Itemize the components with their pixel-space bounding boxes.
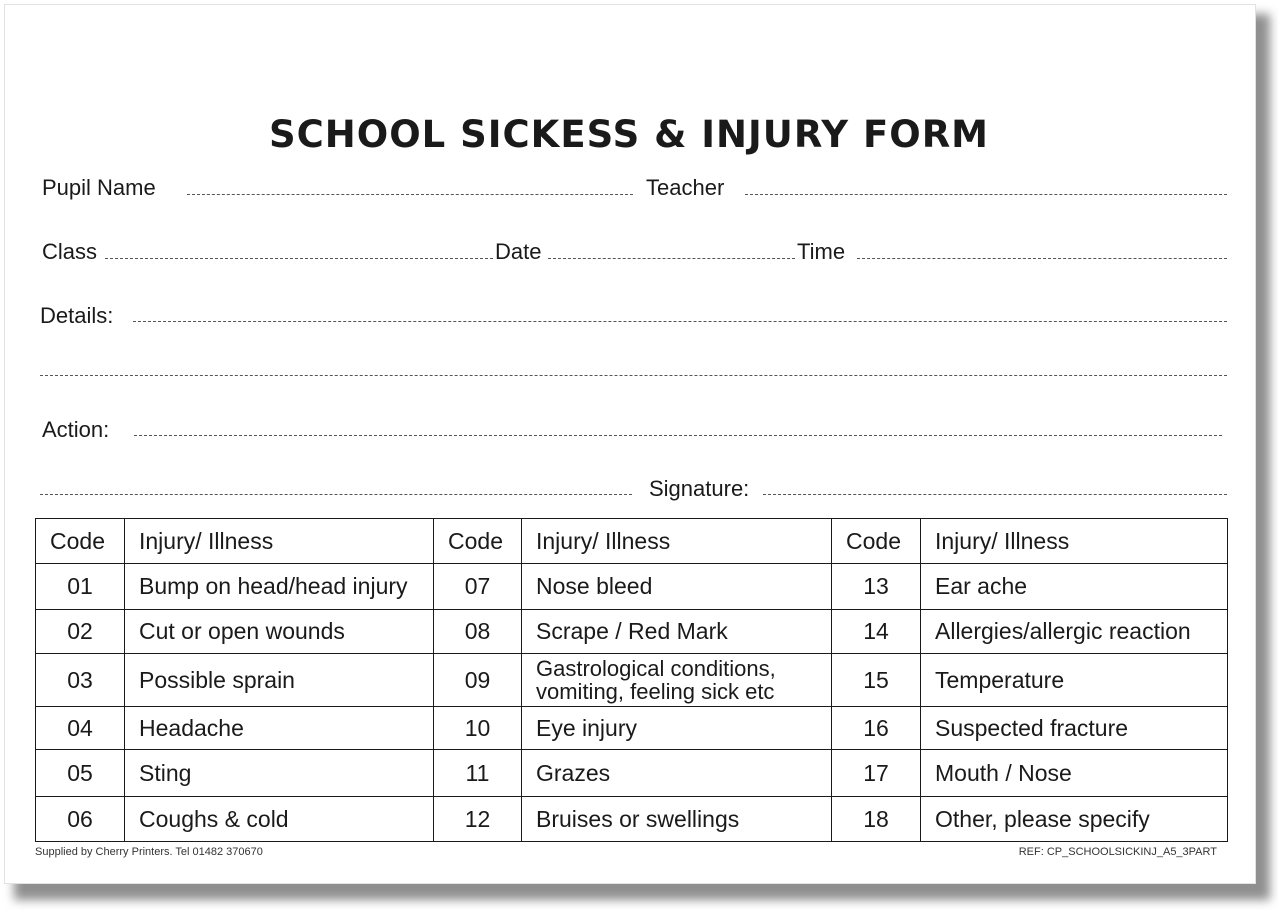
injury-cell: Mouth / Nose: [921, 750, 1228, 797]
code-cell: 03: [36, 654, 125, 707]
code-cell: 05: [36, 750, 125, 797]
code-cell: 12: [434, 797, 522, 842]
code-cell: 06: [36, 797, 125, 842]
signature-label: Signature:: [649, 476, 750, 501]
form-title: SCHOOL SICKESS & INJURY FORM: [268, 113, 990, 156]
injury-header: Injury/ Illness: [921, 519, 1228, 564]
pupil-name-label: Pupil Name: [42, 175, 156, 200]
details-label: Details:: [40, 303, 114, 328]
injury-cell: Gastrological conditions, vomiting, feeling sick etc: [522, 654, 832, 707]
code-header: Code: [832, 519, 921, 564]
injury-cell: Grazes: [522, 750, 832, 797]
time-label: Time: [797, 239, 846, 264]
injury-cell: Allergies/allergic reaction: [921, 610, 1228, 654]
code-cell: 01: [36, 564, 125, 610]
injury-cell: Possible sprain: [125, 654, 434, 707]
action-label: Action:: [42, 417, 110, 442]
injury-header: Injury/ Illness: [522, 519, 832, 564]
table-row: [36, 750, 1228, 797]
code-cell: 02: [36, 610, 125, 654]
injury-cell: Sting: [125, 750, 434, 797]
injury-cell: Suspected fracture: [921, 707, 1228, 750]
date-field[interactable]: [548, 258, 795, 259]
code-cell: 18: [832, 797, 921, 842]
teacher-field[interactable]: [745, 194, 1227, 195]
supplier-note: Supplied by Cherry Printers. Tel 01482 370670: [35, 846, 263, 858]
injury-cell: Eye injury: [522, 707, 832, 750]
injury-cell: Temperature: [921, 654, 1228, 707]
table-row: [36, 654, 1228, 707]
class-label: Class: [42, 239, 98, 264]
date-label: Date: [495, 239, 542, 264]
injury-cell: Ear ache: [921, 564, 1228, 610]
code-cell: 11: [434, 750, 522, 797]
injury-cell: Scrape / Red Mark: [522, 610, 832, 654]
code-cell: 09: [434, 654, 522, 707]
code-cell: 10: [434, 707, 522, 750]
action-field-line-2[interactable]: [40, 494, 632, 495]
class-field[interactable]: [105, 258, 493, 259]
injury-cell: Coughs & cold: [125, 797, 434, 842]
teacher-label: Teacher: [646, 175, 725, 200]
injury-cell: Headache: [125, 707, 434, 750]
injury-cell: Nose bleed: [522, 564, 832, 610]
code-cell: 13: [832, 564, 921, 610]
code-header: Code: [36, 519, 125, 564]
pupil-name-field[interactable]: [187, 194, 633, 195]
table-row: [36, 610, 1228, 654]
code-cell: 04: [36, 707, 125, 750]
table-header-row: [36, 519, 1228, 564]
code-cell: 16: [832, 707, 921, 750]
details-field-line-2[interactable]: [40, 375, 1227, 376]
code-cell: 14: [832, 610, 921, 654]
code-cell: 08: [434, 610, 522, 654]
code-cell: 17: [832, 750, 921, 797]
reference-code: REF: CP_SCHOOLSICKINJ_A5_3PART: [1018, 846, 1217, 858]
code-cell: 07: [434, 564, 522, 610]
injury-cell: Other, please specify: [921, 797, 1228, 842]
injury-header: Injury/ Illness: [125, 519, 434, 564]
table-row: [36, 707, 1228, 750]
injury-cell: Bump on head/head injury: [125, 564, 434, 610]
injury-cell: Cut or open wounds: [125, 610, 434, 654]
details-field-line-1[interactable]: [133, 321, 1227, 322]
table-row: [36, 797, 1228, 842]
code-header: Code: [434, 519, 522, 564]
injury-code-table: [35, 518, 1228, 842]
code-cell: 15: [832, 654, 921, 707]
injury-cell: Bruises or swellings: [522, 797, 832, 842]
action-field[interactable]: [134, 435, 1222, 436]
time-field[interactable]: [857, 258, 1227, 259]
table-row: [36, 564, 1228, 610]
signature-field[interactable]: [763, 494, 1227, 495]
